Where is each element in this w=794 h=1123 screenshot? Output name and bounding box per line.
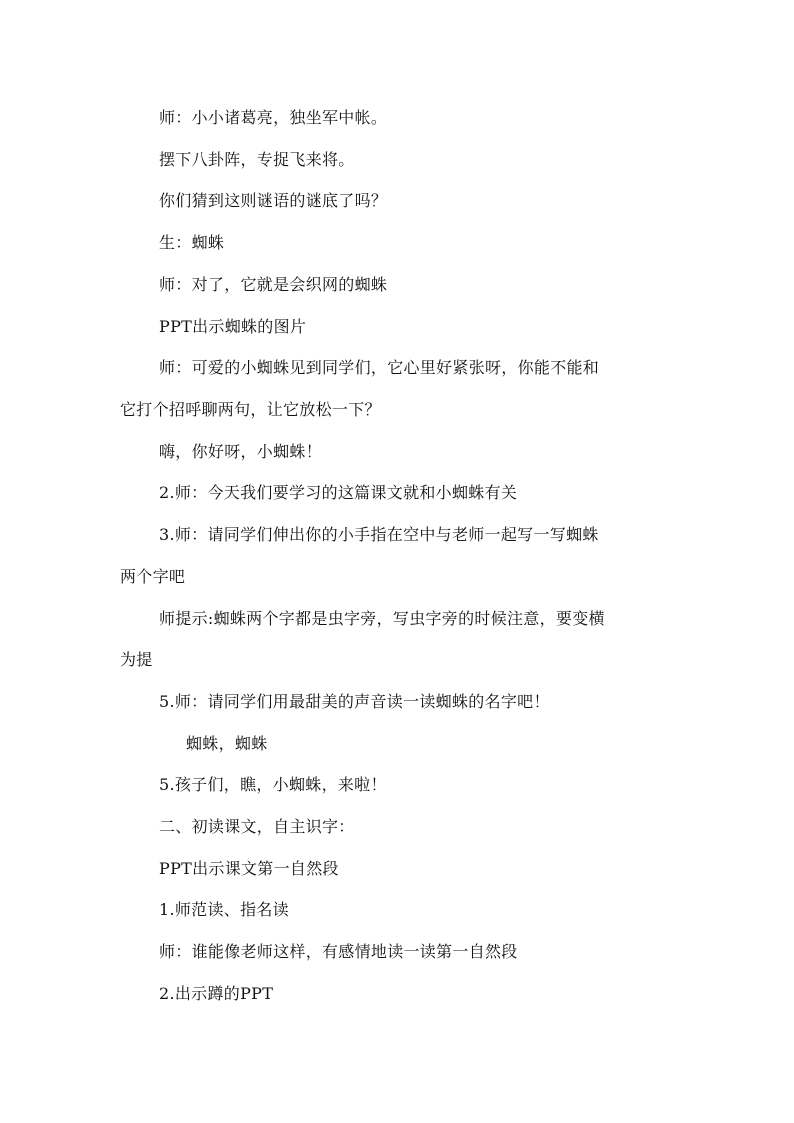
text-line: 两个字吧 bbox=[120, 567, 186, 586]
text-line: 师：小小诸葛亮，独坐军中帐。 bbox=[159, 108, 388, 127]
text-line: 它打个招呼聊两句，让它放松一下？ bbox=[120, 400, 381, 419]
text-line: 生：蜘蛛 bbox=[159, 233, 225, 252]
text-line: 摆下八卦阵，专捉飞来将。 bbox=[159, 150, 355, 169]
text-line: 师提示:蜘蛛两个字都是虫字旁，写虫字旁的时候注意，要变横 bbox=[159, 609, 605, 628]
text-line: 师：谁能像老师这样，有感情地读一读第一自然段 bbox=[159, 942, 518, 961]
text-line: 为提 bbox=[120, 650, 153, 669]
text-line: 5.孩子们，瞧，小蜘蛛，来啦！ bbox=[159, 775, 387, 794]
text-line: 3.师：请同学们伸出你的小手指在空中与老师一起写一写蜘蛛 bbox=[159, 525, 599, 544]
text-line: 2.师：今天我们要学习的这篇课文就和小蜘蛛有关 bbox=[159, 483, 518, 502]
text-line: 你们猜到这则谜语的谜底了吗？ bbox=[159, 191, 388, 210]
text-line: 师：对了，它就是会织网的蜘蛛 bbox=[159, 275, 388, 294]
text-line: 1.师范读、指名读 bbox=[159, 900, 289, 919]
text-line: 师：可爱的小蜘蛛见到同学们，它心里好紧张呀，你能不能和 bbox=[159, 358, 600, 377]
text-line: PPT出示课文第一自然段 bbox=[159, 859, 339, 878]
text-line: 嗨，你好呀，小蜘蛛！ bbox=[159, 442, 323, 461]
text-line: 2.出示蹲的PPT bbox=[159, 984, 274, 1003]
text-line: 5.师：请同学们用最甜美的声音读一读蜘蛛的名字吧！ bbox=[159, 692, 550, 711]
text-line: 蜘蛛，蜘蛛 bbox=[186, 734, 268, 753]
text-line: 二、初读课文，自主识字： bbox=[159, 817, 355, 836]
text-line: PPT出示蜘蛛的图片 bbox=[159, 317, 307, 336]
